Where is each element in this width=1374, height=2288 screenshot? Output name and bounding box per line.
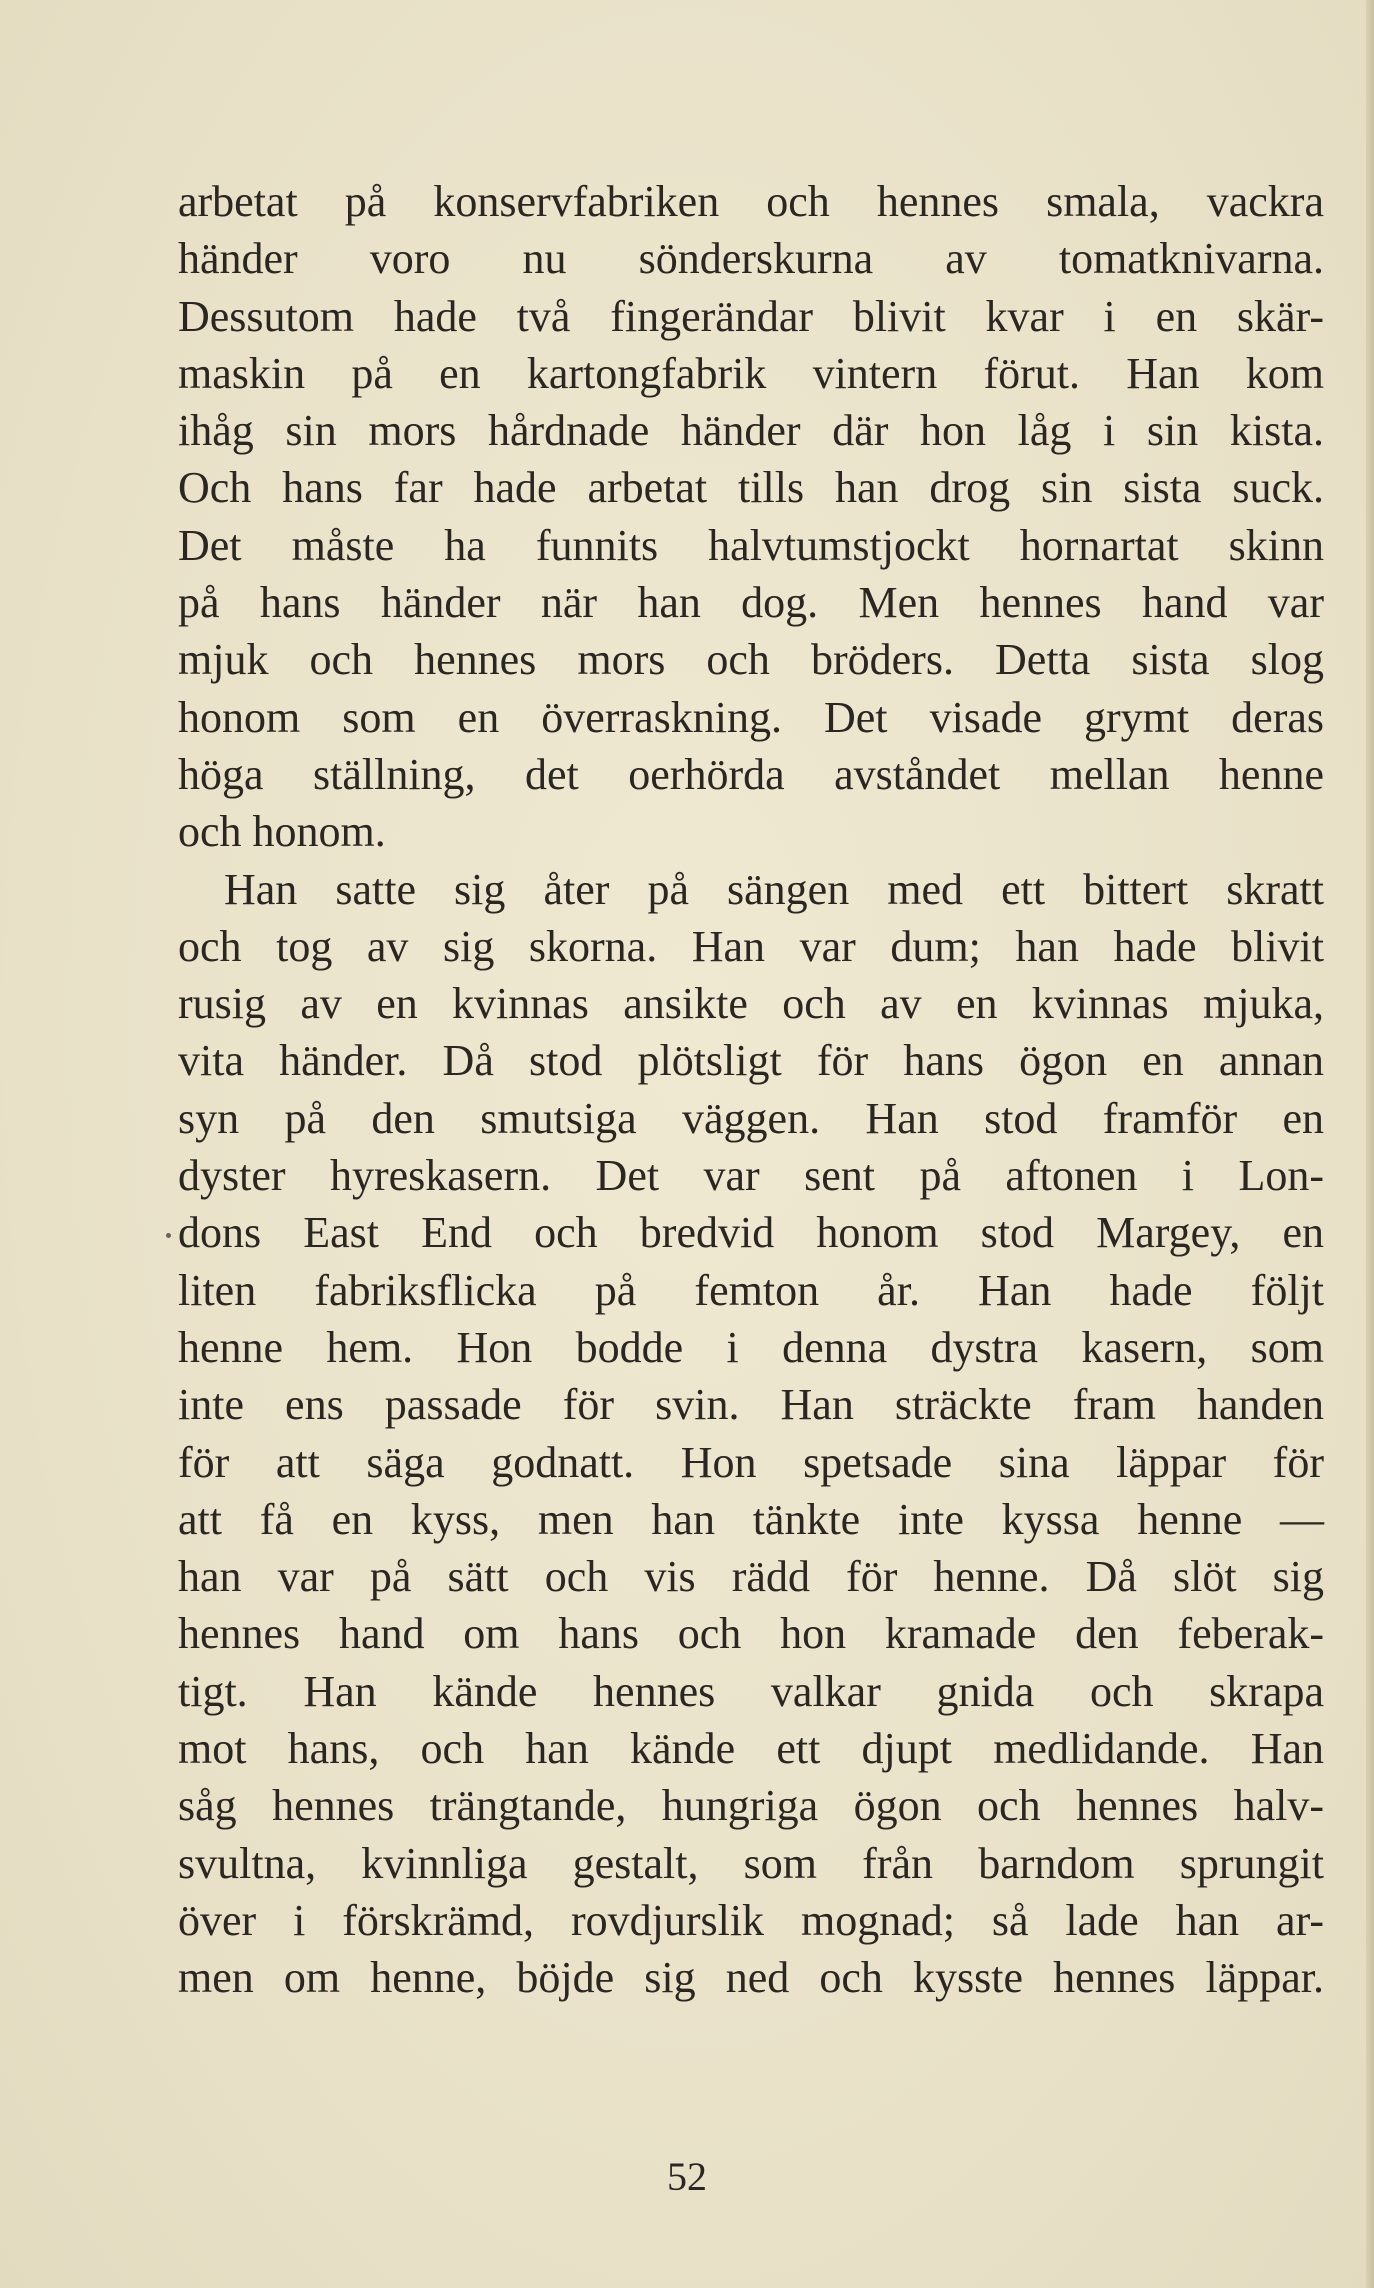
text-line: såg hennes trängtande, hungriga ögon och hennes halv- [178, 1781, 1324, 1831]
text-line: rusig av en kvinnas ansikte och av en kvinnas mjuka, [178, 979, 1324, 1029]
text-line: och tog av sig skorna. Han var dum; han hade blivit [178, 921, 1324, 971]
page-number: 52 [667, 2154, 707, 2199]
text-line: ihåg sin mors hårdnade händer där hon låg i sin kista. [178, 406, 1324, 456]
text-line: inte ens passade för svin. Han sträckte fram handen [178, 1380, 1324, 1430]
text-line: svultna, kvinnliga gestalt, som från barndom sprungit [178, 1838, 1324, 1888]
text-line: maskin på en kartongfabrik vintern förut. Han kom [178, 348, 1324, 398]
text-line: och honom. [178, 807, 386, 857]
text-line: Och hans far hade arbetat tills han drog sin sista suck. [178, 463, 1324, 513]
text-line: hennes hand om hans och hon kramade den feberak- [178, 1609, 1324, 1659]
text-line: Han satte sig åter på sängen med ett bittert skratt [224, 864, 1324, 914]
text-line: att få en kyss, men han tänkte inte kyssa henne — [178, 1494, 1324, 1544]
paragraph-1 [178, 173, 1324, 861]
text-line: syn på den smutsiga väggen. Han stod framför en [178, 1093, 1324, 1143]
text-line: höga ställning, det oerhörda avståndet mellan henne [178, 749, 1324, 799]
page-edge [1366, 0, 1374, 2288]
text-line: han var på sätt och vis rädd för henne. Då slöt sig [178, 1552, 1324, 1602]
text-line: Det måste ha funnits halvtumstjockt hornartat skinn [178, 520, 1324, 570]
text-line: händer voro nu sönderskurna av tomatknivarna. [178, 234, 1324, 284]
text-line: för att säga godnatt. Hon spetsade sina läppar för [178, 1437, 1324, 1487]
text-line: henne hem. Hon bodde i denna dystra kasern, som [178, 1322, 1324, 1372]
text-line: tigt. Han kände hennes valkar gnida och skrapa [178, 1666, 1324, 1716]
text-line: dons East End och bredvid honom stod Margey, en [178, 1208, 1324, 1258]
text-line: vita händer. Då stod plötsligt för hans ögon en annan [178, 1036, 1324, 1086]
text-line: Dessutom hade två fingerändar blivit kvar i en skär- [178, 291, 1324, 341]
print-speck [166, 1233, 171, 1238]
text-line: men om henne, böjde sig ned och kysste hennes läppar. [178, 1953, 1324, 2003]
text-line: liten fabriksflicka på femton år. Han hade följt [178, 1265, 1324, 1315]
text-line: på hans händer när han dog. Men hennes hand var [178, 578, 1324, 628]
paragraph-2 [178, 861, 1324, 2007]
text-line: arbetat på konservfabriken och hennes smala, vackra [178, 177, 1324, 226]
text-line: dyster hyreskasern. Det var sent på aftonen i Lon- [178, 1151, 1324, 1201]
text-line: mot hans, och han kände ett djupt medlidande. Han [178, 1724, 1324, 1774]
text-line: honom som en överraskning. Det visade grymt deras [178, 692, 1324, 742]
text-line: över i förskrämd, rovdjurslik mognad; så lade han ar- [178, 1895, 1324, 1945]
body-text [178, 173, 1324, 2007]
text-line: mjuk och hennes mors och bröders. Detta sista slog [178, 635, 1324, 685]
